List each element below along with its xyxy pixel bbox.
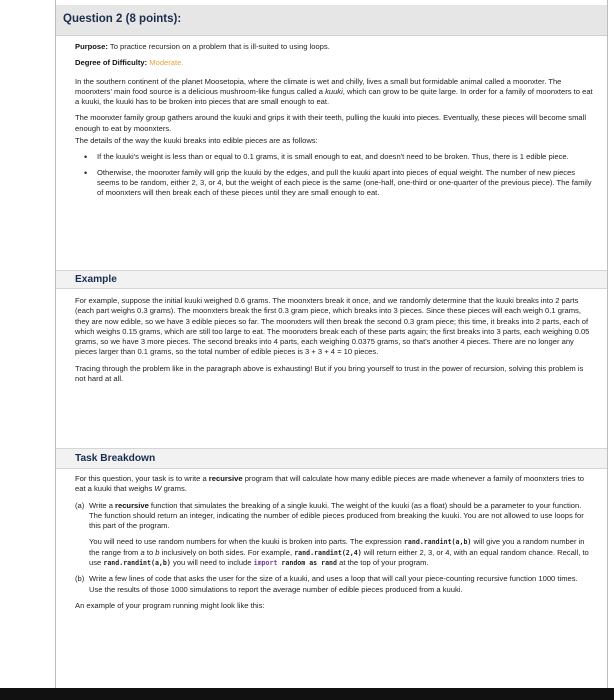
part-a-paragraph-2 — [89, 537, 593, 568]
example-section — [75, 296, 593, 390]
list-item — [84, 167, 593, 199]
code-randint-example: rand.randint(2,4) — [294, 548, 362, 557]
purpose-line — [75, 42, 593, 52]
part-a-p2-text-7: at the top of your program. — [336, 558, 429, 568]
recursive-emphasis: recursive — [208, 474, 243, 483]
part-a-paragraph-1 — [89, 501, 593, 532]
difficulty-label: Degree of Difficulty: — [75, 58, 148, 68]
bullet-icon: • — [84, 152, 88, 163]
task-outro: An example of your program running might look like this: — [75, 600, 265, 610]
part-b-label: (b) — [75, 574, 85, 584]
part-a-p2-text-2: will give you a random number in the range from — [89, 537, 585, 557]
purpose-text: To practice recursion on a problem that is ill-suited to using loops. — [109, 42, 330, 51]
part-a-text-2: function that simulates the breaking of a single kuuki. The weight of the kuuki (as a float) should be a parameter to your function. The function should return an integer, indicating the number of edible pieces produced from breaking the kuuki. You are not allowed to use loops for this part of the program. — [89, 500, 584, 531]
intro-paragraph-2: The moonxter family group gathers around the kuuki and grips it with their teeth, pulling the kuuki into pieces. Eventually, these pieces will become small enough to eat by moonxters. — [75, 113, 587, 133]
task-part-a — [75, 501, 593, 569]
rule-text: If the kuuki's weight is less than or equal to 0.1 grams, it is small enough to eat, and doesn't need to be broken. Thus, there is 1 edible piece. — [97, 152, 569, 162]
task-intro-part-b: program that will calculate how many edible pieces are made whenever a family of moonxters tries to eat a kuuki that weighs — [75, 474, 585, 494]
example-paragraph-1: For example, suppose the initial kuuki weighed 0.6 grams. The moonxters break it once, and we randomly determine that the kuuki breaks into 2 parts (each part weighs 0.3 grams). The moonxters break the first 0.3 gram piece, which breaks into 3 pieces. Since these pieces will each weigh 0.1 grams, they are now edible, so we have 3 edible pieces so far. The moonxters will then break the second 0.3 gram piece; this time, it breaks into 2 parts, each of which weighs 0.15 grams, which are still too large to eat. The moonxters break each of these parts again; the first breaks into 3 parts, each weighing 0.05 grams, so we have 3 more pieces. The second breaks into 4 parts, each weighing 0.0375 grams, so that's another 4 pieces. There are no longer any pieces larger than 0.1 grams, so the total number of edible pieces is 3 + 3 + 4 = 10 pieces. — [75, 296, 590, 357]
part-a-p2-text-6: you will need to include — [170, 558, 254, 568]
part-b-paragraph: Write a few lines of code that asks the user for the size of a kuuki, and uses a loop that will call your piece-counting recursive function 1000 times. Use the results of those 1000 simulations to report the average number of edible pieces produced from a kuuki. — [89, 574, 578, 594]
weight-variable: W — [154, 484, 162, 494]
part-a-p2-text-4: inclusively on both sides. For example, — [159, 547, 295, 557]
intro-paragraph-3: The details of the way the kuuki breaks into edible pieces are as follows: — [75, 136, 318, 146]
intro-p1-part-a: In the southern continent of the planet Moosetopia, where the climate is wet and chilly, lives a small but formidable animal called a moonxter. The moonxters' main food source is a delicious mushroom-like fungus called a — [75, 76, 562, 96]
example-title: Example — [75, 274, 117, 285]
task-intro — [75, 474, 593, 495]
list-item — [84, 152, 593, 163]
recursive-emphasis: recursive — [115, 500, 149, 510]
bullet-icon: • — [84, 167, 88, 178]
code-randint-recall: rand.randint(a,b) — [103, 559, 171, 568]
code-randint: rand.randint(a,b) — [403, 538, 472, 547]
difficulty-line — [75, 58, 593, 68]
question-title: Question 2 (8 points): — [63, 13, 182, 25]
code-import-rest: random as rand — [277, 559, 337, 568]
task-title: Task Breakdown — [75, 453, 156, 464]
intro-p1-part-b: , which can grow to be quite large. In order for a family of moonxters to eat a kuuki, the kuuki has to be broken into pieces that are small enough to eat. — [75, 86, 593, 107]
part-a-p2-text-5: will return either 2, 3, or 4, with an equal random chance. Recall, to use — [89, 547, 589, 568]
var-a: a — [140, 547, 145, 557]
task-section — [75, 474, 593, 617]
task-intro-part-a: For this question, your task is to write a — [75, 474, 209, 483]
kuuki-term: kuuki — [325, 86, 343, 96]
part-a-p2-text-3: to — [144, 547, 156, 557]
purpose-label: Purpose: — [75, 42, 108, 51]
bottom-edge — [0, 688, 614, 700]
example-paragraph-2: Tracing through the problem like in the paragraph above is exhausting! But if you bring yourself to trust in the power of recursion, solving this problem is not hard at all. — [75, 363, 584, 384]
intro-paragraph-1 — [75, 77, 593, 108]
task-part-b — [75, 574, 593, 595]
part-a-label: (a) — [75, 500, 85, 510]
difficulty-value: Moderate. — [149, 58, 184, 68]
rule-text: Otherwise, the moonxter family will grip the kuuki by the edges, and pull the kuuki apart into pieces of equal weight. The number of new pieces seems to be random, either 2, 3, or 4, but the weight of each piece is the same (one-half, one-third or one-quarter of the previous piece). The family of moonxters will then break each of these pieces until they are small enough to eat. — [97, 167, 592, 198]
rules-list — [75, 152, 593, 198]
task-intro-part-c: grams. — [161, 484, 187, 494]
code-import-keyword: import — [253, 559, 278, 568]
part-a-text-1: Write a — [89, 500, 116, 510]
part-a-p2-text-1: You will need to use random numbers for when the kuuki is broken into parts. The expression — [89, 537, 404, 547]
example-heading-band — [56, 270, 607, 289]
var-b: b — [155, 547, 160, 557]
question-body — [75, 42, 593, 206]
question-header — [56, 5, 607, 36]
